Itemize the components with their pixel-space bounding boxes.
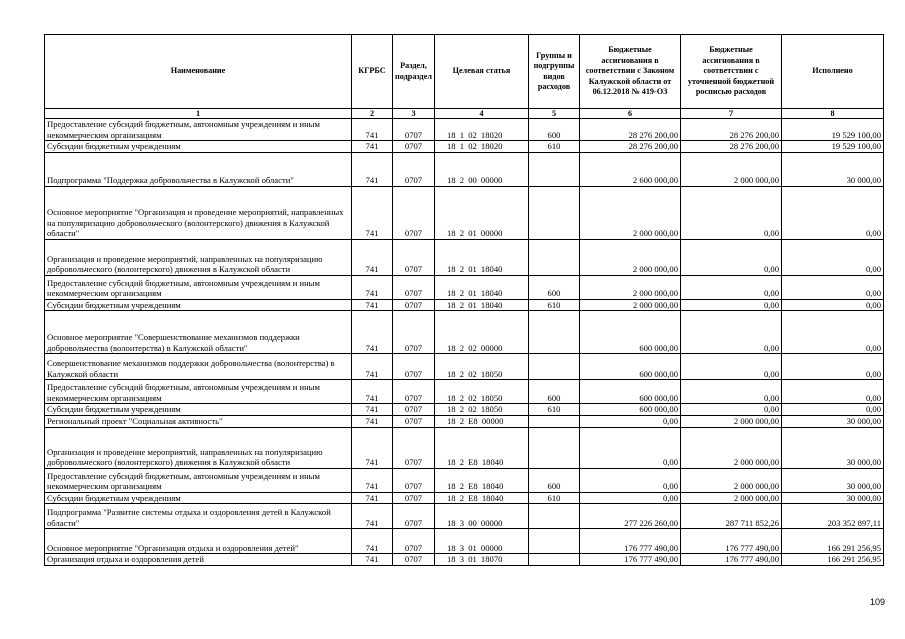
row-section: 0707 [393, 492, 435, 504]
header-grbs: КГРБС [352, 35, 393, 109]
row-grbs: 741 [352, 504, 393, 529]
row-grbs: 741 [352, 529, 393, 554]
row-name: Субсидии бюджетным учреждениям [45, 404, 352, 416]
table-row [45, 141, 884, 153]
row-grbs: 741 [352, 141, 393, 153]
table-row [45, 239, 884, 275]
row-section: 0707 [393, 152, 435, 186]
table-row [45, 299, 884, 311]
column-number: 7 [681, 109, 782, 119]
row-target: 18 2 01 18040 [435, 299, 529, 311]
row-refined-amount: 2 000 000,00 [681, 415, 782, 427]
table-row [45, 152, 884, 186]
row-name: Предоставление субсидий бюджетным, автономным учреждениям и иным некоммерческим организациям [45, 380, 352, 404]
table-row [45, 354, 884, 380]
row-done-amount: 166 291 256,95 [782, 554, 884, 566]
table-row [45, 492, 884, 504]
row-refined-amount: 0,00 [681, 186, 782, 239]
table-row [45, 186, 884, 239]
row-done-amount: 166 291 256,95 [782, 529, 884, 554]
row-target: 18 2 01 00000 [435, 186, 529, 239]
row-done-amount: 30 000,00 [782, 492, 884, 504]
row-name: Основное мероприятие "Совершенствование механизмов поддержки добровольчества (волонтерства) в Калужской области" [45, 311, 352, 354]
row-target: 18 2 E8 00000 [435, 415, 529, 427]
table-row [45, 529, 884, 554]
header-refined: Бюджетные ассигнования в соответствии с уточненной бюджетной росписью расходов [681, 35, 782, 109]
row-target: 18 2 02 18050 [435, 404, 529, 416]
column-number: 2 [352, 109, 393, 119]
row-target: 18 2 E8 18040 [435, 492, 529, 504]
row-done-amount: 30 000,00 [782, 415, 884, 427]
row-refined-amount: 176 777 490,00 [681, 529, 782, 554]
row-name: Организация и проведение мероприятий, направленных на популяризацию добровольческого (волонтерского) движения в Калужской области [45, 427, 352, 468]
row-expense-type: 600 [529, 468, 580, 492]
row-law-amount: 28 276 200,00 [580, 119, 681, 141]
row-section: 0707 [393, 468, 435, 492]
row-expense-type [529, 427, 580, 468]
row-grbs: 741 [352, 299, 393, 311]
table-row [45, 311, 884, 354]
row-section: 0707 [393, 415, 435, 427]
row-name: Предоставление субсидий бюджетным, автономным учреждениям и иным некоммерческим организациям [45, 119, 352, 141]
row-refined-amount: 2 000 000,00 [681, 492, 782, 504]
row-done-amount: 0,00 [782, 311, 884, 354]
row-law-amount: 600 000,00 [580, 404, 681, 416]
row-section: 0707 [393, 186, 435, 239]
row-grbs: 741 [352, 380, 393, 404]
row-grbs: 741 [352, 415, 393, 427]
page-number: 109 [869, 597, 885, 607]
header-law: Бюджетные ассигнования в соответствии с Законом Калужской области от 06.12.2018 № 419-ОЗ [580, 35, 681, 109]
row-section: 0707 [393, 529, 435, 554]
row-grbs: 741 [352, 311, 393, 354]
row-target: 18 1 02 18020 [435, 119, 529, 141]
row-target: 18 2 E8 18040 [435, 427, 529, 468]
row-grbs: 741 [352, 354, 393, 380]
row-expense-type: 610 [529, 141, 580, 153]
row-law-amount: 28 276 200,00 [580, 141, 681, 153]
row-done-amount: 0,00 [782, 404, 884, 416]
row-done-amount: 0,00 [782, 275, 884, 299]
column-number-row [45, 109, 884, 119]
column-number: 1 [45, 109, 352, 119]
column-number: 8 [782, 109, 884, 119]
row-expense-type [529, 354, 580, 380]
row-law-amount: 2 000 000,00 [580, 186, 681, 239]
row-section: 0707 [393, 141, 435, 153]
row-target: 18 2 02 18050 [435, 380, 529, 404]
row-refined-amount: 0,00 [681, 354, 782, 380]
header-row [45, 35, 884, 109]
row-grbs: 741 [352, 468, 393, 492]
row-name: Подпрограмма "Развитие системы отдыха и оздоровления детей в Калужской области" [45, 504, 352, 529]
row-done-amount: 30 000,00 [782, 468, 884, 492]
row-expense-type: 610 [529, 299, 580, 311]
budget-table [44, 34, 884, 566]
row-done-amount: 30 000,00 [782, 427, 884, 468]
row-refined-amount: 28 276 200,00 [681, 119, 782, 141]
row-section: 0707 [393, 504, 435, 529]
budget-table-container [44, 34, 884, 566]
row-section: 0707 [393, 275, 435, 299]
row-grbs: 741 [352, 404, 393, 416]
row-law-amount: 2 000 000,00 [580, 239, 681, 275]
row-refined-amount: 176 777 490,00 [681, 554, 782, 566]
row-name: Основное мероприятие "Организация и проведение мероприятий, направленных на популяризацию добровольческого (волонтерского) движения в Калужской области" [45, 186, 352, 239]
row-refined-amount: 0,00 [681, 380, 782, 404]
row-section: 0707 [393, 354, 435, 380]
row-law-amount: 600 000,00 [580, 380, 681, 404]
row-done-amount: 0,00 [782, 299, 884, 311]
row-target: 18 2 01 18040 [435, 239, 529, 275]
row-law-amount: 600 000,00 [580, 311, 681, 354]
row-done-amount: 19 529 100,00 [782, 141, 884, 153]
row-law-amount: 0,00 [580, 427, 681, 468]
row-name: Субсидии бюджетным учреждениям [45, 141, 352, 153]
row-expense-type: 610 [529, 404, 580, 416]
row-name: Региональный проект "Социальная активность" [45, 415, 352, 427]
header-name: Наименование [45, 35, 352, 109]
row-expense-type [529, 152, 580, 186]
row-grbs: 741 [352, 492, 393, 504]
table-row [45, 554, 884, 566]
row-done-amount: 0,00 [782, 239, 884, 275]
row-target: 18 3 01 18070 [435, 554, 529, 566]
row-done-amount: 0,00 [782, 380, 884, 404]
row-expense-type [529, 239, 580, 275]
row-target: 18 2 00 00000 [435, 152, 529, 186]
row-grbs: 741 [352, 275, 393, 299]
row-section: 0707 [393, 427, 435, 468]
row-expense-type: 600 [529, 275, 580, 299]
header-section: Раздел, подраздел [393, 35, 435, 109]
row-refined-amount: 28 276 200,00 [681, 141, 782, 153]
row-law-amount: 2 000 000,00 [580, 275, 681, 299]
row-expense-type [529, 554, 580, 566]
row-section: 0707 [393, 554, 435, 566]
row-expense-type: 600 [529, 119, 580, 141]
row-grbs: 741 [352, 119, 393, 141]
row-section: 0707 [393, 311, 435, 354]
row-done-amount: 30 000,00 [782, 152, 884, 186]
table-row [45, 275, 884, 299]
column-number: 3 [393, 109, 435, 119]
row-target: 18 1 02 18020 [435, 141, 529, 153]
row-refined-amount: 0,00 [681, 299, 782, 311]
row-name: Основное мероприятие "Организация отдыха и оздоровления детей" [45, 529, 352, 554]
row-law-amount: 176 777 490,00 [580, 554, 681, 566]
table-row [45, 504, 884, 529]
header-target: Целевая статья [435, 35, 529, 109]
row-law-amount: 176 777 490,00 [580, 529, 681, 554]
row-law-amount: 2 600 000,00 [580, 152, 681, 186]
row-expense-type [529, 529, 580, 554]
row-grbs: 741 [352, 427, 393, 468]
row-refined-amount: 0,00 [681, 275, 782, 299]
row-expense-type: 600 [529, 380, 580, 404]
row-refined-amount: 0,00 [681, 239, 782, 275]
row-section: 0707 [393, 239, 435, 275]
row-target: 18 2 02 18050 [435, 354, 529, 380]
row-expense-type: 610 [529, 492, 580, 504]
row-done-amount: 203 352 897,11 [782, 504, 884, 529]
row-done-amount: 0,00 [782, 354, 884, 380]
table-row [45, 380, 884, 404]
row-law-amount: 600 000,00 [580, 354, 681, 380]
column-number: 6 [580, 109, 681, 119]
row-done-amount: 0,00 [782, 186, 884, 239]
row-section: 0707 [393, 404, 435, 416]
row-refined-amount: 2 000 000,00 [681, 468, 782, 492]
row-section: 0707 [393, 299, 435, 311]
row-name: Предоставление субсидий бюджетным, автономным учреждениям и иным некоммерческим организациям [45, 275, 352, 299]
row-name: Предоставление субсидий бюджетным, автономным учреждениям и иным некоммерческим организациям [45, 468, 352, 492]
row-name: Подпрограмма "Поддержка добровольчества в Калужской области" [45, 152, 352, 186]
row-expense-type [529, 311, 580, 354]
row-grbs: 741 [352, 239, 393, 275]
row-name: Совершенствование механизмов поддержки добровольчества (волонтерства) в Калужской области [45, 354, 352, 380]
row-name: Организация и проведение мероприятий, направленных на популяризацию добровольческого (волонтерского) движения в Калужской области [45, 239, 352, 275]
row-target: 18 2 E8 18040 [435, 468, 529, 492]
row-law-amount: 277 226 260,00 [580, 504, 681, 529]
row-law-amount: 0,00 [580, 415, 681, 427]
header-done: Исполнено [782, 35, 884, 109]
table-row [45, 468, 884, 492]
column-number: 5 [529, 109, 580, 119]
row-expense-type [529, 415, 580, 427]
row-expense-type [529, 504, 580, 529]
row-grbs: 741 [352, 554, 393, 566]
row-section: 0707 [393, 119, 435, 141]
row-refined-amount: 2 000 000,00 [681, 427, 782, 468]
row-law-amount: 0,00 [580, 492, 681, 504]
row-law-amount: 0,00 [580, 468, 681, 492]
row-name: Субсидии бюджетным учреждениям [45, 299, 352, 311]
row-name: Организация отдыха и оздоровления детей [45, 554, 352, 566]
row-target: 18 2 01 18040 [435, 275, 529, 299]
row-done-amount: 19 529 100,00 [782, 119, 884, 141]
row-target: 18 3 01 00000 [435, 529, 529, 554]
row-grbs: 741 [352, 152, 393, 186]
table-row [45, 404, 884, 416]
row-expense-type [529, 186, 580, 239]
row-refined-amount: 287 711 852,26 [681, 504, 782, 529]
header-groups: Группы и подгруппы видов расходов [529, 35, 580, 109]
row-target: 18 2 02 00000 [435, 311, 529, 354]
column-number: 4 [435, 109, 529, 119]
row-name: Субсидии бюджетным учреждениям [45, 492, 352, 504]
table-row [45, 427, 884, 468]
table-row [45, 119, 884, 141]
row-section: 0707 [393, 380, 435, 404]
row-refined-amount: 0,00 [681, 404, 782, 416]
row-refined-amount: 2 000 000,00 [681, 152, 782, 186]
table-row [45, 415, 884, 427]
row-law-amount: 2 000 000,00 [580, 299, 681, 311]
row-target: 18 3 00 00000 [435, 504, 529, 529]
row-grbs: 741 [352, 186, 393, 239]
row-refined-amount: 0,00 [681, 311, 782, 354]
